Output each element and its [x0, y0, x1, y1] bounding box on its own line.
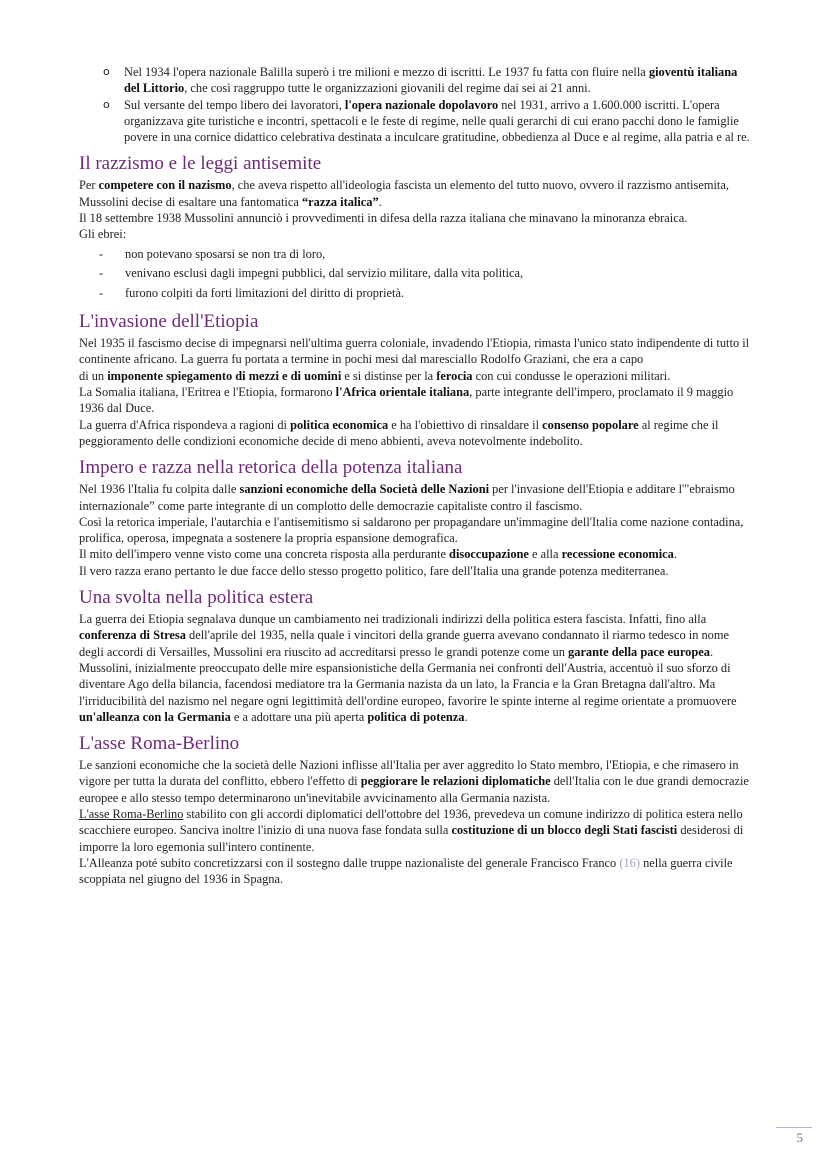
dash-bullet-icon: -	[99, 246, 104, 261]
paragraph: Il vero razza erano pertanto le due facce dello stesso progetto politico, fare dell'Italia una grande potenza mediterranea.	[79, 563, 669, 578]
paragraph: Così la retorica imperiale, l'autarchia e l'antisemitismo si saldarono per propagandare un'immagine dell'Italia come nazione contadina, prolifica, operosa, impegnata a sostenere la propria espansione demografica.	[79, 514, 744, 546]
section-heading-impero-razza: Impero e razza nella retorica della potenza italiana	[79, 457, 463, 479]
dash-list	[79, 245, 753, 304]
underlined-term: L'asse Roma-Berlino	[79, 807, 184, 821]
paragraph: L'asse Roma-Berlino stabilito con gli accordi diplomatici dell'ottobre del 1936, prevedeva un comune indirizzo di politica estera nello scacchiere europeo. Sanciva inoltre l'inizio di una nuova fase fondata sulla costituzione di un blocco degli Stati fascisti desiderosi di imporre la loro egemonia sull'intero continente.	[79, 807, 744, 854]
paragraph: Per competere con il nazismo, che aveva rispetto all'ideologia fascista un elemento del tutto nuovo, ovvero il razzismo antisemita, Mussolini decise di esaltare una fantomatica “razza italica”.	[79, 178, 729, 209]
dash-bullet-icon: -	[99, 266, 104, 281]
footer-divider	[776, 1127, 812, 1128]
document-body	[79, 64, 753, 887]
list-item: o Sul versante del tempo libero dei lavoratori, l'opera nazionale dopolavoro nel 1931, arrivo a 1.600.000 iscritti. L'opera organizzava gite turistiche e incontri, spettacoli e le feste di regime, nelle quali gerarchi di cui erano pacchi dono le famiglie povere in una cornice didattico celebrativa destinata a inculcare gratitudine, obbedienza al Duce e al regime, alla patria e al re.	[103, 97, 750, 145]
paragraph: di un imponente spiegamento di mezzi e di uomini e si distinse per la ferocia con cui condusse le operazioni militari.	[79, 368, 671, 383]
list-item: - non potevano sposarsi se non tra di loro,	[79, 245, 753, 265]
list-item: o Nel 1934 l'opera nazionale Balilla superò i tre milioni e mezzo di iscritti. Le 1937 fu fatta con fluire nella gioventù italiana del Littorio, che così raggruppo tutte le organizzazioni giovanili del regime dai sei ai 21 anni.	[103, 65, 738, 96]
section-heading-asse-roma-berlino: L'asse Roma-Berlino	[79, 733, 240, 755]
top-bullet-list	[79, 64, 753, 145]
footnote-reference[interactable]: (16)	[619, 855, 640, 870]
section-heading-etiopia: L'invasione dell'Etiopia	[79, 311, 259, 333]
list-item: - furono colpiti da forti limitazioni del diritto di proprietà.	[79, 284, 753, 304]
paragraph: Mussolini, inizialmente preoccupato delle mire espansionistiche della Germania nei confronti dell'Austria, accentuò il suo sforzo di diventare Ago della bilancia, facendosi mediatore tra la Germania nazista da un lato, la Francia e la Gran Bretagna dall'altro. Ma l'irriducibilità del nazismo nel negare ogni legittimità dell'ordine europeo, favorire le spinte interne al regime orientate a promuovere un'alleanza con la Germania e a adottare una più aperta politica di potenza.	[79, 660, 737, 724]
dash-bullet-icon: -	[99, 285, 104, 300]
hollow-bullet-icon: o	[103, 65, 110, 78]
paragraph: Il 18 settembre 1938 Mussolini annunciò i provvedimenti in difesa della razza italiana che minavano la minoranza ebraica.	[79, 211, 688, 226]
paragraph: Il mito dell'impero venne visto come una concreta risposta alla perdurante disoccupazione e alla recessione economica.	[79, 547, 677, 562]
section-heading-politica-estera: Una svolta nella politica estera	[79, 587, 314, 609]
paragraph: La guerra d'Africa rispondeva a ragioni di politica economica e ha l'obiettivo di rinsaldare il consenso popolare al regime che il peggioramento delle condizioni economiche decide di meno abbienti, aveva notevolmente indebolito.	[79, 417, 719, 448]
page-number: 5	[796, 1130, 803, 1145]
paragraph: Gli ebrei:	[79, 227, 127, 242]
list-item: - venivano esclusi dagli impegni pubblici, dal servizio militare, dalla vita politica,	[79, 264, 753, 284]
paragraph: Nel 1935 il fascismo decise di impegnarsi nell'ultima guerra coloniale, invadendo l'Etiopia, rimasta l'unico stato indipendente di tutto il continente africano. La guerra fu portata a termine in pochi mesi dal maresciallo Rodolfo Graziani, che era a capo	[79, 336, 750, 367]
paragraph: La guerra dei Etiopia segnalava dunque un cambiamento nei tradizionali indirizzi della politica estera fascista. Infatti, fino alla conferenza di Stresa dell'aprile del 1935, nella quale i vincitori della grande guerra avevano condannato il riarmo tedesco in nome degli accordi di Versailles, Mussolini era riuscito ad accreditarsi presso le grandi potenze come un garante della pace europea.	[79, 612, 730, 659]
hollow-bullet-icon: o	[103, 97, 110, 111]
paragraph: Nel 1936 l'Italia fu colpita dalle sanzioni economiche della Società delle Nazioni per l'invasione dell'Etiopia e additare l'"ebraismo internazionale” come parte integrante di un complotto delle democrazie capitaliste contro il fascismo.	[79, 482, 735, 513]
paragraph: L'Alleanza poté subito concretizzarsi con il sostegno dalle truppe nazionaliste del generale Francisco Franco (16) nella guerra civile scoppiata nel giugno del 1936 in Spagna.	[79, 855, 733, 887]
section-heading-razzismo: Il razzismo e le leggi antisemite	[79, 153, 322, 175]
paragraph: La Somalia italiana, l'Eritrea e l'Etiopia, formarono l'Africa orientale italiana, parte integrante dell'impero, proclamato il 9 maggio 1936 dal Duce.	[79, 385, 734, 416]
paragraph: Le sanzioni economiche che la società delle Nazioni inflisse all'Italia per aver aggredito lo Stato membro, l'Etiopia, e che rimasero in vigore per tutta la durata del conflitto, ebbero l'effetto di peggiorare le relazioni diplomatiche dell'Italia con le due grandi democrazie europee e allo stesso tempo determinarono un'inevitabile avvicinamento alla Germania nazista.	[79, 758, 749, 805]
